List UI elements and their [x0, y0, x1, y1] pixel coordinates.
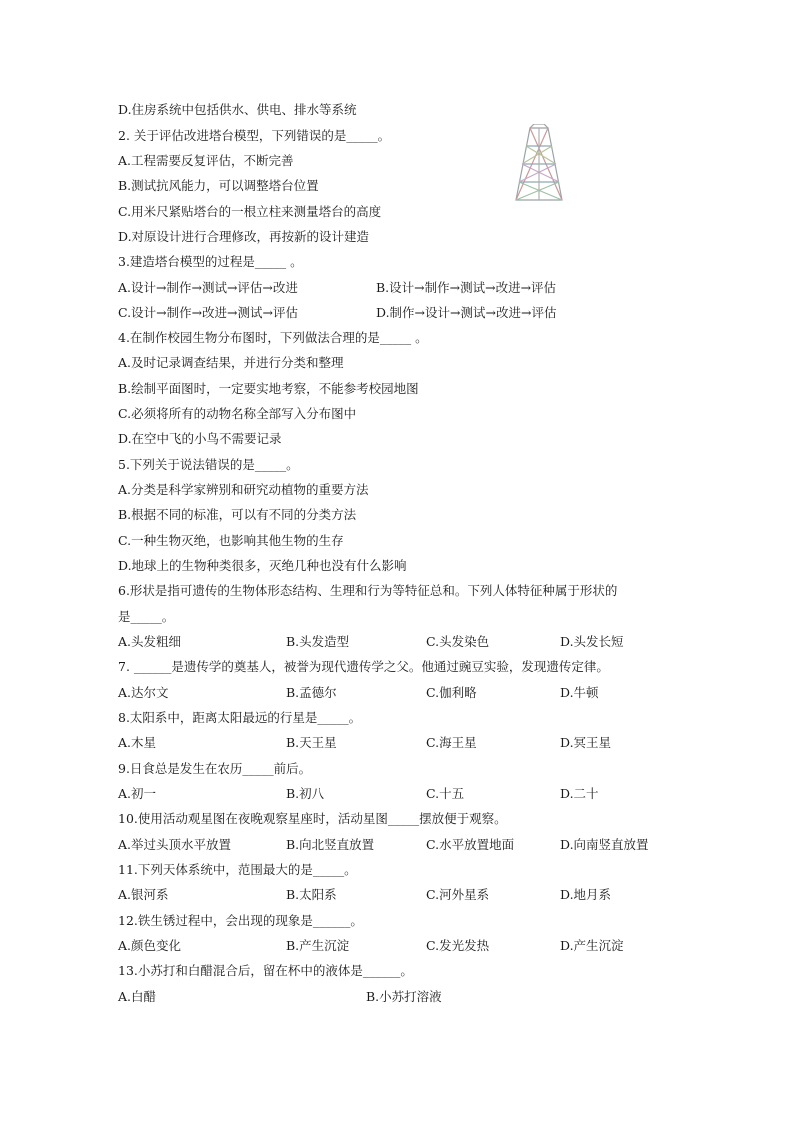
question-13: 13.小苏打和白醋混合后，留在杯中的液体是______。: [118, 963, 413, 978]
q6-option-b: B.头发造型: [286, 634, 350, 649]
q3-option-d: D.制作→设计→测试→改进→评估: [376, 305, 557, 320]
q9-option-a: A.初一: [118, 786, 157, 801]
q9-option-c: C.十五: [426, 786, 465, 801]
tower-model-image: [512, 124, 566, 204]
q3-option-b: B.设计→制作→测试→改进→评估: [376, 280, 557, 295]
q7-option-b: B.孟德尔: [286, 685, 337, 700]
q10-option-a: A.举过头顶水平放置: [118, 837, 232, 852]
q7-option-c: C.伽利略: [426, 685, 477, 700]
question-10: 10.使用活动观星图在夜晚观察星座时，活动星图_____摆放便于观察。: [118, 811, 507, 826]
q6-option-a: A.头发粗细: [118, 634, 182, 649]
question-11: 11.下列天体系统中，范围最大的是_____。: [118, 862, 357, 877]
question-8: 8.太阳系中，距离太阳最远的行星是_____。: [118, 710, 362, 725]
q10-option-d: D.向南竖直放置: [560, 837, 649, 852]
q11-option-b: B.太阳系: [286, 887, 337, 902]
q5-option-b: B.根据不同的标准，可以有不同的分类方法: [118, 507, 357, 522]
q8-option-b: B.天王星: [286, 735, 337, 750]
q13-option-b: B.小苏打溶液: [366, 989, 442, 1004]
question-2: 2. 关于评估改进塔台模型，下列错误的是_____。: [118, 128, 391, 143]
question-7: 7. ______是遗传学的奠基人，被誉为现代遗传学之父。他通过豌豆实验，发现遗传定律。: [118, 659, 609, 674]
question-9: 9.日食总是发生在农历_____前后。: [118, 761, 312, 776]
q3-option-a: A.设计→制作→测试→评估→改进: [118, 280, 298, 295]
q8-option-a: A.木星: [118, 735, 157, 750]
q3-option-c: C.设计→制作→改进→测试→评估: [118, 305, 298, 320]
q4-option-a: A.及时记录调查结果，并进行分类和整理: [118, 355, 344, 370]
q5-option-c: C.一种生物灭绝，也影响其他生物的生存: [118, 533, 344, 548]
question-12: 12.铁生锈过程中，会出现的现象是______。: [118, 913, 363, 928]
q5-option-d: D.地球上的生物种类很多，灭绝几种也没有什么影响: [118, 558, 407, 573]
question-6: 6.形状是指可遗传的生物体形态结构、生理和行为等特征总和。下列人体特征种属于形状的: [118, 583, 618, 598]
q11-option-d: D.地月系: [560, 887, 612, 902]
q12-option-b: B.产生沉淀: [286, 938, 350, 953]
q13-option-a: A.白醋: [118, 989, 157, 1004]
q10-option-c: C.水平放置地面: [426, 837, 515, 852]
q4-option-b: B.绘制平面图时，一定要实地考察，不能参考校园地图: [118, 381, 419, 396]
question-6-cont: 是_____。: [118, 609, 175, 624]
q8-option-c: C.海王星: [426, 735, 477, 750]
question-5: 5.下列关于说法错误的是_____。: [118, 457, 299, 472]
q12-option-c: C.发光发热: [426, 938, 490, 953]
q12-option-d: D.产生沉淀: [560, 938, 624, 953]
question-3: 3.建造塔台模型的过程是_____ 。: [118, 254, 303, 269]
question-4: 4.在制作校园生物分布图时，下列做法合理的是_____ 。: [118, 330, 428, 345]
q2-option-b: B.测试抗风能力，可以调整塔台位置: [118, 178, 319, 193]
q11-option-a: A.银河系: [118, 887, 169, 902]
q6-option-c: C.头发染色: [426, 634, 490, 649]
q1-option-d: D.住房系统中包括供水、供电、排水等系统: [118, 102, 357, 117]
q4-option-d: D.在空中飞的小鸟不需要记录: [118, 431, 282, 446]
q5-option-a: A.分类是科学家辨别和研究动植物的重要方法: [118, 482, 369, 497]
q2-option-c: C.用米尺紧贴塔台的一根立柱来测量塔台的高度: [118, 204, 382, 219]
q7-option-a: A.达尔文: [118, 685, 169, 700]
q2-option-a: A.工程需要反复评估，不断完善: [118, 153, 294, 168]
q9-option-b: B.初八: [286, 786, 325, 801]
q4-option-c: C.必须将所有的动物名称全部写入分布图中: [118, 406, 357, 421]
q7-option-d: D.牛顿: [560, 685, 599, 700]
q2-option-d: D.对原设计进行合理修改，再按新的设计建造: [118, 229, 370, 244]
q6-option-d: D.头发长短: [560, 634, 624, 649]
q12-option-a: A.颜色变化: [118, 938, 182, 953]
q9-option-d: D.二十: [560, 786, 599, 801]
q8-option-d: D.冥王星: [560, 735, 612, 750]
q10-option-b: B.向北竖直放置: [286, 837, 375, 852]
q11-option-c: C.河外星系: [426, 887, 490, 902]
